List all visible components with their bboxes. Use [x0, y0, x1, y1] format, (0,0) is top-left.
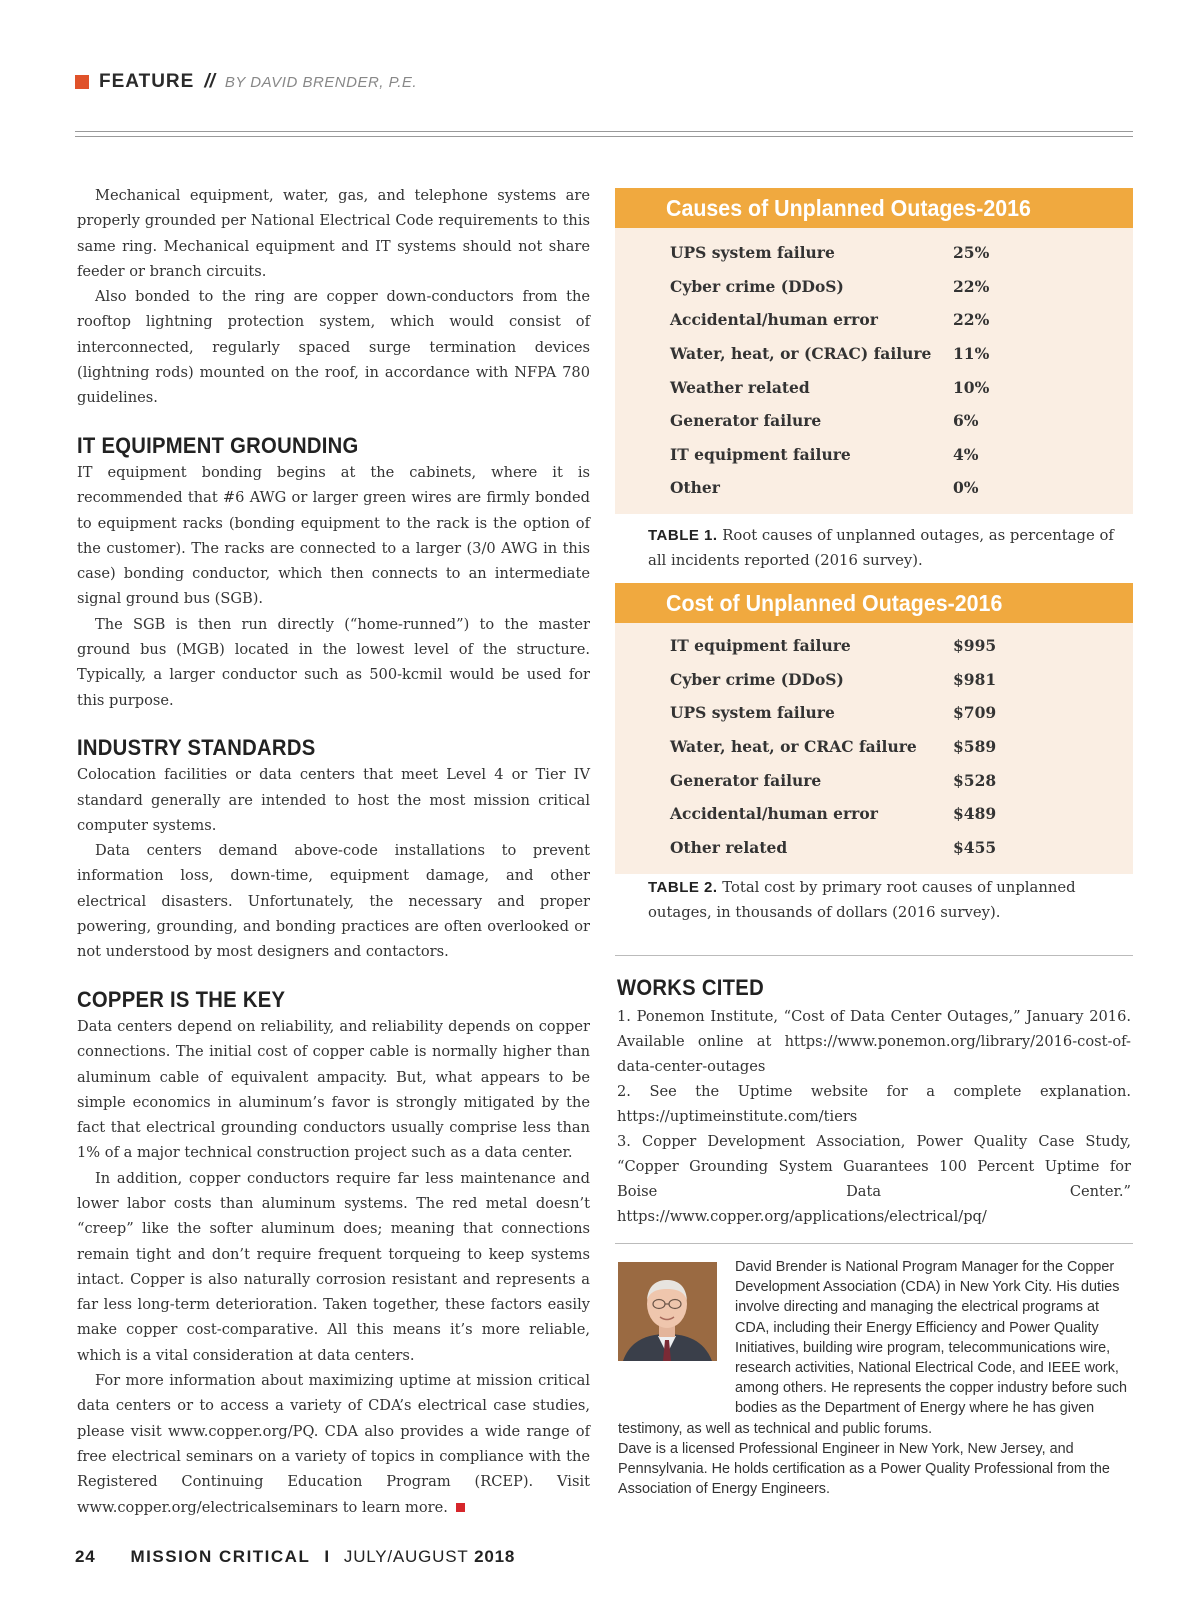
section-marker-square	[75, 75, 89, 89]
paragraph: Data centers demand above-code installations to prevent information loss, down-time, equipment damage, and other electrical disasters. Unfortunately, the necessary and proper powering, grounding, and bonding practices are often overlooked or not understood by most designers and contactors.	[77, 842, 590, 961]
paragraph: IT equipment bonding begins at the cabinets, where it is recommended that #6 AWG or larger green wires are firmly bonded to equipment racks (bonding equipment to the rack is the option of the customer). The racks are connected to a larger (3/0 AWG in this case) bonding conductor, which then connects to an intermediate signal ground bus (SGB).	[77, 463, 590, 608]
end-mark-square	[456, 1503, 465, 1512]
table-cell-label: Cyber crime (DDoS)	[670, 276, 844, 296]
table-body	[615, 228, 1133, 514]
table-row	[615, 404, 1133, 438]
table-cost-of-outages	[615, 583, 1133, 874]
table-row	[615, 831, 1133, 865]
table-cell-value: 10%	[953, 377, 990, 397]
table-cell-label: Other related	[670, 837, 788, 857]
page-number: 24	[75, 1547, 96, 1566]
table-row	[615, 270, 1133, 304]
table-row	[615, 696, 1133, 730]
bio-paragraph: Dave is a licensed Professional Engineer in New York, New Jersey, and Pennsylvania. He holds certification as a Power Quality Professional from the Association of Energy Engineers.	[618, 1440, 1110, 1498]
table-1-caption	[648, 523, 1118, 573]
table-cell-value: $528	[953, 770, 997, 790]
magazine-name: MISSION CRITICAL	[130, 1547, 311, 1566]
issue-year: 2018	[474, 1547, 516, 1566]
works-cited-heading: WORKS CITED	[617, 975, 764, 1000]
table-row	[615, 663, 1133, 697]
divider	[615, 1243, 1133, 1244]
table-cell-label: Weather related	[670, 377, 810, 397]
table-cell-label: Generator failure	[670, 770, 822, 790]
table-cell-label: Generator failure	[670, 411, 822, 431]
caption-text: Root causes of unplanned outages, as percentage of all incidents reported (2016 survey).	[648, 527, 1114, 569]
heading-copper-is-the-key: COPPER IS THE KEY	[77, 986, 286, 1012]
footer-separator: I	[324, 1547, 330, 1566]
feature-header	[75, 70, 417, 94]
table-cell-value: 22%	[953, 310, 990, 330]
paragraph	[77, 1368, 590, 1520]
heading-it-equipment-grounding: IT EQUIPMENT GROUNDING	[77, 432, 359, 458]
table-cell-value: $981	[953, 669, 997, 689]
table-row	[615, 471, 1133, 505]
table-row	[615, 797, 1133, 831]
paragraph: Colocation facilities or data centers that meet Level 4 or Tier IV standard generally are intended to host the most mission critical computer systems.	[77, 766, 590, 834]
heading-industry-standards: INDUSTRY STANDARDS	[77, 734, 316, 760]
table-2-caption	[648, 875, 1118, 925]
table-row	[615, 236, 1133, 270]
table-title: Cost of Unplanned Outages-2016	[666, 589, 1003, 616]
table-cell-value: $709	[953, 703, 997, 723]
table-cell-value: $455	[953, 837, 997, 857]
byline: BY DAVID BRENDER, P.E.	[224, 73, 418, 91]
table-title: Causes of Unplanned Outages-2016	[666, 194, 1031, 221]
table-cell-value: $489	[953, 804, 997, 824]
table-cell-value: 11%	[953, 344, 990, 364]
table-causes-of-outages	[615, 188, 1133, 514]
table-row	[615, 438, 1133, 472]
table-row	[615, 763, 1133, 797]
works-cited	[617, 975, 1131, 1229]
table-cell-label: IT equipment failure	[670, 444, 851, 464]
issue-month: JULY/AUGUST	[343, 1547, 469, 1566]
author-bio	[618, 1257, 1133, 1499]
table-row	[615, 629, 1133, 663]
table-row	[615, 730, 1133, 764]
table-cell-value: 6%	[953, 411, 979, 431]
table-cell-value: 25%	[953, 243, 990, 263]
table-row	[615, 337, 1133, 371]
caption-text: Total cost by primary root causes of unplanned outages, in thousands of dollars (2016 survey).	[648, 879, 1076, 921]
table-cell-label: IT equipment failure	[670, 636, 851, 656]
divider	[615, 955, 1133, 956]
table-row	[615, 303, 1133, 337]
table-cell-value: 4%	[953, 444, 979, 464]
header-divider	[75, 131, 1133, 137]
table-cell-label: Accidental/human error	[670, 804, 878, 824]
paragraph: In addition, copper conductors require far less maintenance and lower labor costs than aluminum systems. The red metal doesn’t “creep” like the softer aluminum does; meaning that connections remain tight and don’t require frequent torqueing to keep systems intact. Copper is also naturally corrosion resistant and represents a far less long-term deterioration. Taken together, these factors easily make copper cost-comparative. All this means it’s more reliable, which is a vital consideration at data centers.	[77, 1169, 590, 1364]
table-cell-label: Cyber crime (DDoS)	[670, 669, 844, 689]
citation: 1. Ponemon Institute, “Cost of Data Center Outages,” January 2016. Available online at https://www.ponemon.org/library/2016-cost-of-data-center-outages	[617, 1008, 1131, 1075]
table-cell-label: UPS system failure	[670, 703, 835, 723]
table-cell-label: UPS system failure	[670, 243, 835, 263]
table-header	[615, 188, 1133, 228]
caption-label: TABLE 2.	[648, 879, 718, 896]
paragraph: Mechanical equipment, water, gas, and telephone systems are properly grounded per National Electrical Code requirements to this same ring. Mechanical equipment and IT systems should not share feeder or branch circuits.	[77, 187, 590, 280]
table-cell-label: Water, heat, or CRAC failure	[670, 737, 917, 757]
header-separator: //	[204, 71, 215, 92]
table-cell-value: 0%	[953, 478, 979, 498]
table-body	[615, 623, 1133, 874]
table-row	[615, 370, 1133, 404]
table-cell-value: $995	[953, 636, 997, 656]
citation: 3. Copper Development Association, Power Quality Case Study, “Copper Grounding System Guarantees 100 Percent Uptime for Boise Data Center.” https://www.copper.org/applications/electrical/pq/	[617, 1133, 1131, 1225]
table-cell-label: Accidental/human error	[670, 310, 878, 330]
table-cell-value: 22%	[953, 276, 990, 296]
table-cell-label: Water, heat, or (CRAC) failure	[670, 344, 932, 364]
table-header	[615, 583, 1133, 623]
paragraph-text: For more information about maximizing uptime at mission critical data centers or to access a variety of CDA’s electrical case studies, please visit www.copper.org/PQ. CDA also provides a wide range of free electrical seminars on a variety of topics in compliance with the Registered Continuing Education Program (RCEP). Visit www.copper.org/electricalseminars to learn more.	[77, 1372, 590, 1516]
section-label: FEATURE	[99, 71, 195, 92]
page-footer	[75, 1547, 515, 1567]
paragraph: Data centers depend on reliability, and reliability depends on copper connections. The initial cost of copper cable is normally higher than aluminum cable of equivalent ampacity. But, what appears to be simple economics in aluminum’s favor is strongly mitigated by the fact that electrical grounding conductors usually comprise less than 1% of a major technical construction project such as a data center.	[77, 1017, 590, 1162]
paragraph: Also bonded to the ring are copper down-conductors from the rooftop lightning protection system, which would consist of interconnected, regularly spaced surge termination devices (lightning rods) mounted on the roof, in accordance with NFPA 780 guidelines.	[77, 288, 590, 407]
paragraph: The SGB is then run directly (“home-runned”) to the master ground bus (MGB) located in the lowest level of the structure. Typically, a larger conductor such as 500-kcmil would be used for this purpose.	[77, 615, 590, 709]
article-left-column	[77, 183, 590, 1520]
table-cell-label: Other	[670, 478, 720, 498]
bio-paragraph: David Brender is National Program Manager for the Copper Development Association (CDA) in New York City. His duties involve directing and managing the electrical programs at CDA, including their Energy Efficiency and Power Quality Initiatives, building wire program, telecommunications wire, research activities, National Electrical Code, and IEEE work, among others. He represents the copper industry before such bodies as the Department of Energy where he has given testimony, as well as technical and public forums.	[618, 1259, 1127, 1437]
citation: 2. See the Uptime website for a complete explanation. https://uptimeinstitute.com/tiers	[617, 1083, 1131, 1125]
caption-label: TABLE 1.	[648, 527, 718, 544]
table-cell-value: $589	[953, 737, 997, 757]
